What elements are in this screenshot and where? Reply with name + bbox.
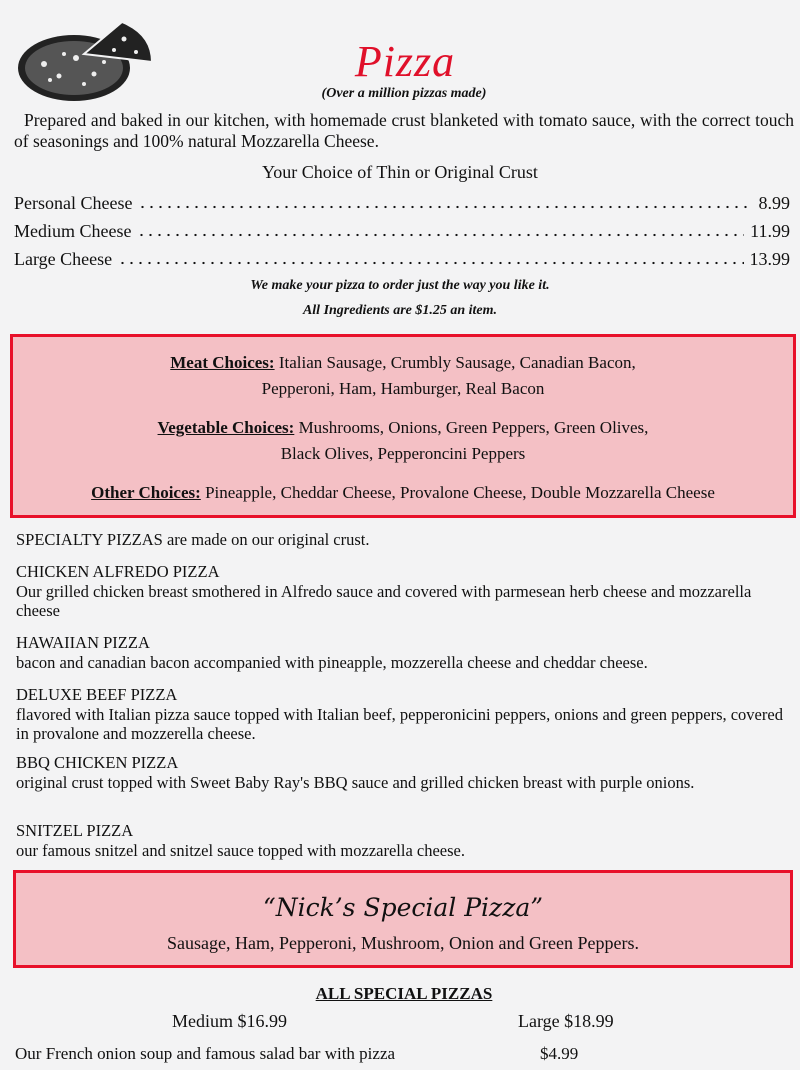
meat-list: Italian Sausage, Crumbly Sausage, Canadian Bacon, xyxy=(274,353,636,372)
item-name: DELUXE BEEF PIZZA xyxy=(16,685,178,704)
item-name: Large Cheese xyxy=(14,249,113,269)
page-title: Pizza xyxy=(354,37,456,86)
other-list: Pineapple, Cheddar Cheese, Provalone Cheese, Double Mozzarella Cheese xyxy=(200,483,715,502)
specialty-item xyxy=(16,562,786,621)
specialty-item xyxy=(16,685,786,744)
specialty-intro: SPECIALTY PIZZAS are made on our original crust. xyxy=(16,530,370,549)
meat-label: Meat Choices: xyxy=(170,353,275,372)
other-label: Other Choices: xyxy=(91,483,201,502)
item-price: 11.99 xyxy=(750,221,790,241)
nicks-ingredients: Sausage, Ham, Pepperoni, Mushroom, Onion and Green Peppers. xyxy=(167,933,639,953)
item-name: HAWAIIAN PIZZA xyxy=(16,633,150,652)
dot-leader xyxy=(118,261,743,265)
large-price: Large $18.99 xyxy=(518,1011,614,1031)
all-special-heading: ALL SPECIAL PIZZAS xyxy=(315,984,493,1003)
vegetable-list: Mushrooms, Onions, Green Peppers, Green Olives, xyxy=(294,418,649,437)
item-name: CHICKEN ALFREDO PIZZA xyxy=(16,562,220,581)
price-row xyxy=(14,193,790,214)
item-name: Personal Cheese xyxy=(14,193,133,213)
price-row xyxy=(14,249,790,270)
specialty-item xyxy=(16,753,786,792)
dot-leader xyxy=(138,205,752,209)
soup-salad-price: $4.99 xyxy=(540,1044,579,1063)
nicks-title: “Nick’s Special Pizza” xyxy=(262,893,544,922)
intro-text: Prepared and baked in our kitchen, with homemade crust blanketed with tomato sauce, with the correct touch of seasonings and 100% natural Mozzarella Cheese. xyxy=(14,110,794,151)
nicks-special-box xyxy=(13,870,793,968)
item-desc: Our grilled chicken breast smothered in Alfredo sauce and covered with parmesean herb cheese and mozzarella cheese xyxy=(16,581,752,620)
item-name: Medium Cheese xyxy=(14,221,132,241)
specialty-item xyxy=(16,821,786,860)
order-note: We make your pizza to order just the way you like it. xyxy=(250,278,550,293)
item-price: 8.99 xyxy=(758,193,790,213)
item-price: 13.99 xyxy=(749,249,790,269)
meat-choices-cont: Pepperoni, Ham, Hamburger, Real Bacon xyxy=(261,379,545,398)
ingredient-price-note: All Ingredients are $1.25 an item. xyxy=(302,303,498,318)
item-desc: our famous snitzel and snitzel sauce topped with mozzarella cheese. xyxy=(16,840,465,860)
item-desc: flavored with Italian pizza sauce topped with Italian beef, pepperonicini peppers, onions and green peppers, covered in provalone and mozzerella cheese. xyxy=(16,704,783,743)
medium-price: Medium $16.99 xyxy=(172,1011,287,1031)
price-row xyxy=(14,221,790,242)
item-desc: bacon and canadian bacon accompanied with pineapple, mozzerella cheese and cheddar cheese. xyxy=(16,652,648,672)
choices-box xyxy=(10,334,796,518)
specialty-item xyxy=(16,633,786,672)
vegetable-choices-cont: Black Olives, Pepperoncini Peppers xyxy=(280,444,526,463)
item-name: SNITZEL PIZZA xyxy=(16,821,134,840)
other-choices xyxy=(13,483,793,503)
vegetable-label: Vegetable Choices: xyxy=(157,418,295,437)
soup-salad-text: Our French onion soup and famous salad bar with pizza xyxy=(15,1044,396,1063)
dot-leader xyxy=(137,233,744,237)
item-desc: original crust topped with Sweet Baby Ray's BBQ sauce and grilled chicken breast with purple onions. xyxy=(16,772,695,792)
vegetable-choices xyxy=(13,418,793,438)
crust-note: Your Choice of Thin or Original Crust xyxy=(262,162,538,182)
meat-choices xyxy=(13,353,793,373)
page-subtitle: (Over a million pizzas made) xyxy=(321,86,487,101)
item-name: BBQ CHICKEN PIZZA xyxy=(16,753,179,772)
